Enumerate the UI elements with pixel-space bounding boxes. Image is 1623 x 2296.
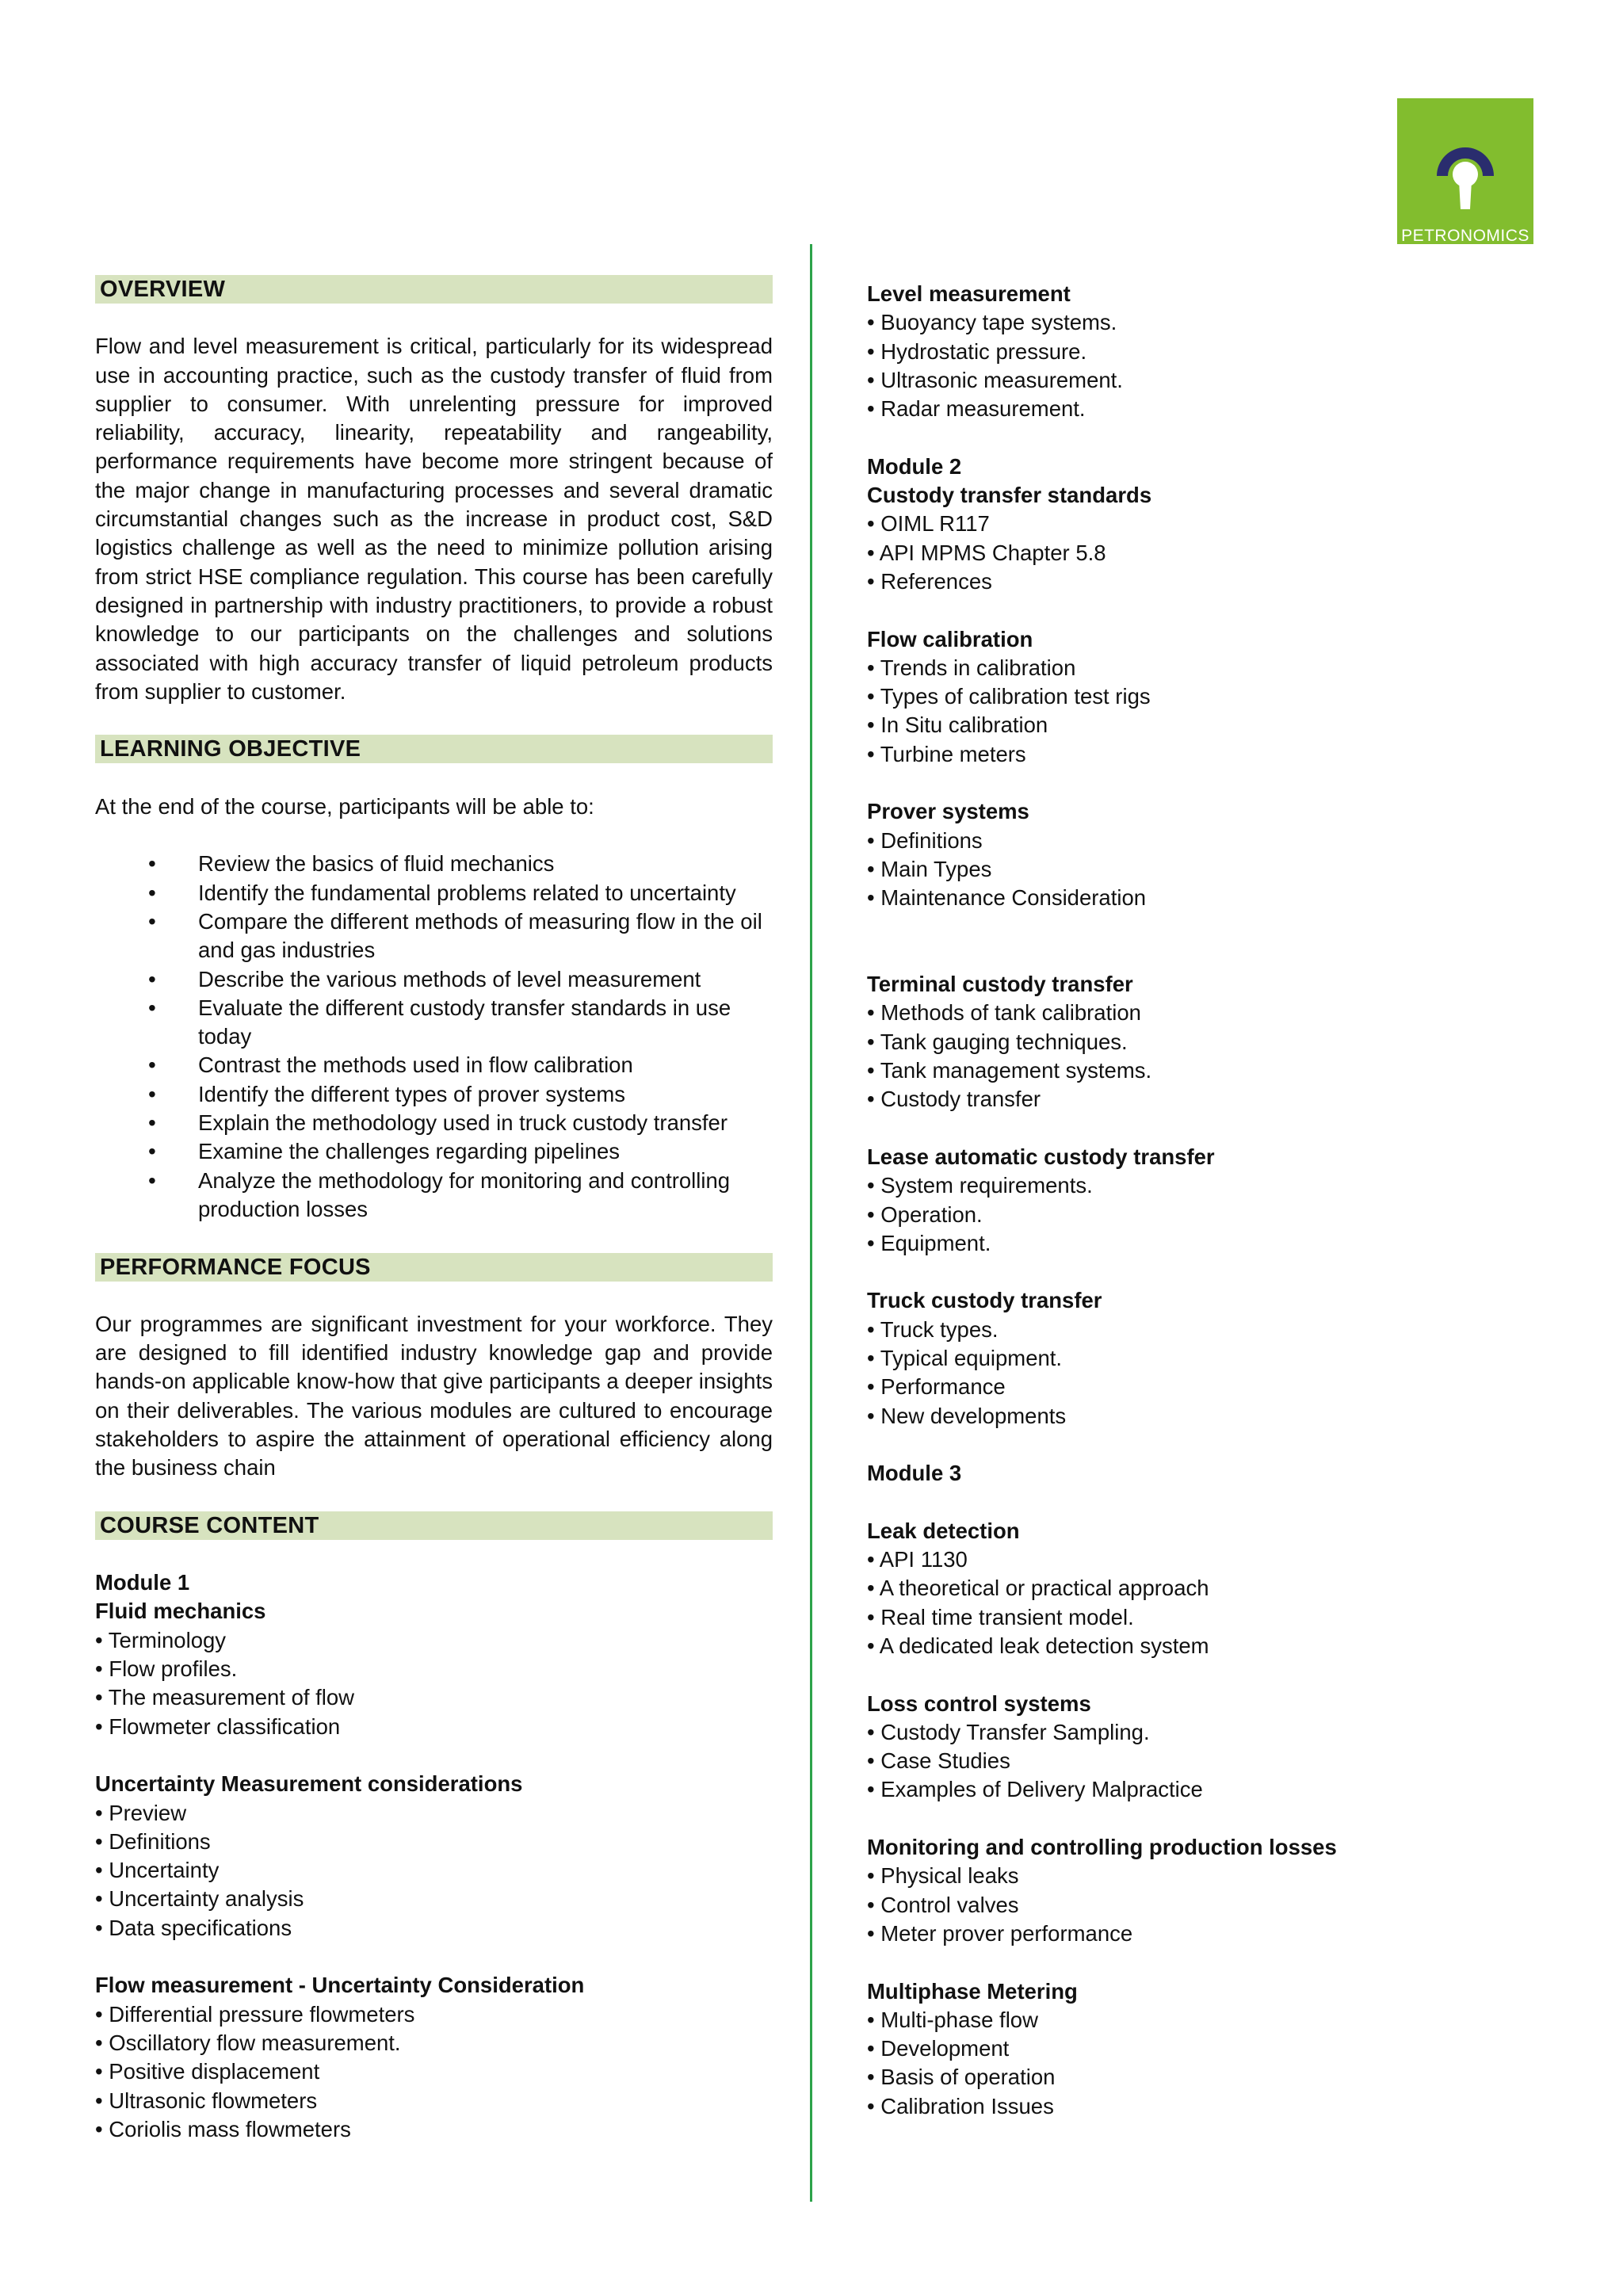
list-item: • Tank management systems. [867, 1058, 1152, 1083]
loss-control-title: Loss control systems [867, 1690, 1091, 1716]
list-item: • Examples of Delivery Malpractice [867, 1777, 1203, 1802]
list-item: • Real time transient model. [867, 1604, 1134, 1629]
list-item: • Identify the fundamental problems related to uncertainty [198, 879, 773, 907]
list-item: • Analyze the methodology for monitoring and controlling production losses [198, 1167, 773, 1224]
list-item: • Turbine meters [867, 741, 1026, 766]
list-item: • Flowmeter classification [95, 1713, 341, 1739]
list-item: • Definitions [95, 1828, 211, 1854]
module-1-title: Module 1 [95, 1570, 190, 1595]
left-column [95, 275, 773, 2144]
list-item: • Uncertainty [95, 1858, 220, 1883]
list-item: • Flow profiles. [95, 1656, 238, 1682]
prover-systems-title: Prover systems [867, 799, 1029, 824]
list-item: • Terminology [95, 1627, 227, 1652]
list-item: • Control valves [867, 1892, 1019, 1917]
list-item: • In Situ calibration [867, 712, 1048, 738]
list-item: • Data specifications [95, 1915, 292, 1940]
monitoring-losses-title: Monitoring and controlling production losses [867, 1835, 1337, 1860]
list-item: • Maintenance Consideration [867, 885, 1147, 911]
list-item: • Case Studies [867, 1748, 1010, 1774]
list-item: • Review the basics of fluid mechanics [198, 850, 773, 878]
list-item: • System requirements. [867, 1173, 1093, 1198]
truck-custody-title: Truck custody transfer [867, 1288, 1102, 1313]
list-item: • Custody transfer [867, 1087, 1041, 1112]
list-item: • Typical equipment. [867, 1345, 1063, 1370]
learning-intro: At the end of the course, participants will be able to: [95, 793, 594, 819]
list-item: • Buoyancy tape systems. [867, 310, 1117, 335]
list-item: • Operation. [867, 1201, 983, 1227]
list-item: • Custody Transfer Sampling. [867, 1719, 1150, 1744]
list-item: • Uncertainty analysis [95, 1886, 304, 1912]
right-column [867, 280, 1564, 2121]
list-item: • Hydrostatic pressure. [867, 338, 1087, 364]
flow-calibration-title: Flow calibration [867, 626, 1033, 651]
list-item: • Truck types. [867, 1316, 999, 1342]
list-item: • Evaluate the different custody transfer standards in use today [198, 994, 773, 1052]
multiphase-metering-title: Multiphase Metering [867, 1978, 1078, 2004]
overview-heading: OVERVIEW [95, 275, 773, 304]
list-item: • Compare the different methods of measuring flow in the oil and gas industries [198, 907, 773, 965]
course-content-heading: COURSE CONTENT [95, 1511, 773, 1540]
list-item: • Positive displacement [95, 2059, 320, 2084]
list-item: • Preview [95, 1800, 187, 1825]
list-item: • New developments [867, 1403, 1067, 1428]
list-item: • Development [867, 2036, 1010, 2061]
list-item: • A dedicated leak detection system [867, 1633, 1209, 1658]
terminal-custody-title: Terminal custody transfer [867, 972, 1133, 997]
list-item: • Coriolis mass flowmeters [95, 2116, 351, 2141]
flow-measurement-title: Flow measurement - Uncertainty Consideration [95, 1973, 585, 1998]
list-item: • Basis of operation [867, 2065, 1056, 2090]
list-item: • Main Types [867, 856, 992, 881]
level-measurement-title: Level measurement [867, 281, 1071, 306]
uncertainty-title: Uncertainty Measurement considerations [95, 1771, 523, 1797]
learning-objective-heading: LEARNING OBJECTIVE [95, 735, 773, 763]
list-item: • Tank gauging techniques. [867, 1029, 1128, 1054]
module-2-title: Module 2 [867, 453, 962, 479]
list-item: • Oscillatory flow measurement. [95, 2030, 401, 2055]
list-item: • Types of calibration test rigs [867, 684, 1151, 709]
list-item: • Examine the challenges regarding pipelines [198, 1137, 773, 1166]
list-item: • Radar measurement. [867, 396, 1086, 422]
lease-custody-title: Lease automatic custody transfer [867, 1144, 1215, 1169]
list-item: • Differential pressure flowmeters [95, 2001, 415, 2027]
custody-standards-title: Custody transfer standards [867, 483, 1152, 508]
list-item: • OIML R117 [867, 511, 990, 537]
list-item: • Methods of tank calibration [867, 1000, 1141, 1026]
column-divider [810, 244, 812, 2202]
performance-focus-heading: PERFORMANCE FOCUS [95, 1253, 773, 1282]
list-item: • API 1130 [867, 1547, 968, 1572]
list-item: • Trends in calibration [867, 655, 1076, 680]
fluid-mechanics-title: Fluid mechanics [95, 1599, 266, 1624]
keyhole-icon [1397, 98, 1533, 244]
list-item: • Physical leaks [867, 1863, 1019, 1889]
leak-detection-title: Leak detection [867, 1518, 1020, 1543]
list-item: • Meter prover performance [867, 1920, 1133, 1946]
list-item: • API MPMS Chapter 5.8 [867, 540, 1106, 565]
module-3-title: Module 3 [867, 1461, 962, 1486]
list-item: • Ultrasonic measurement. [867, 367, 1123, 392]
list-item: • Identify the different types of prover systems [198, 1080, 773, 1109]
list-item: • Ultrasonic flowmeters [95, 2088, 318, 2113]
petronomics-logo [1397, 98, 1533, 244]
list-item: • References [867, 568, 992, 594]
list-item: • Describe the various methods of level measurement [198, 965, 773, 994]
list-item: • Multi-phase flow [867, 2007, 1038, 2032]
list-item: • Contrast the methods used in flow calibration [198, 1051, 773, 1079]
list-item: • Definitions [867, 827, 983, 853]
list-item: • The measurement of flow [95, 1685, 355, 1710]
list-item: • Explain the methodology used in truck custody transfer [198, 1109, 773, 1137]
learning-objective-list [95, 850, 773, 1224]
logo-text: PETRONOMICS [1401, 227, 1529, 244]
performance-paragraph: Our programmes are significant investment for your workforce. They are designed to fill identified industry knowledge gap and provide hands-on applicable know-how that give participants a deeper insights on their deliverables. The various modules are cultured to encourage stakeholders to aspire the attainment of operational efficiency along the business chain [95, 1311, 773, 1480]
list-item: • Calibration Issues [867, 2093, 1054, 2118]
list-item: • Performance [867, 1374, 1006, 1400]
list-item: • Equipment. [867, 1230, 991, 1255]
overview-paragraph: Flow and level measurement is critical, particularly for its widespread use in accounting practice, such as the custody transfer of fluid from supplier to consumer. With unrelenting pressure for improved reliability, accuracy, linearity, repeatability and rangeability, performance requirements have become more stringent because of the major change in manufacturing processes and several dramatic circumstantial changes such as the increase in product cost, S&D logistics challenge as well as the need to minimize pollution arising from strict HSE compliance regulation. This course has been carefully designed in partnership with industry practitioners, to provide a robust knowledge to our participants on the challenges and solutions associated with high accuracy transfer of liquid petroleum products from supplier to customer. [95, 334, 773, 704]
list-item: • A theoretical or practical approach [867, 1576, 1209, 1601]
